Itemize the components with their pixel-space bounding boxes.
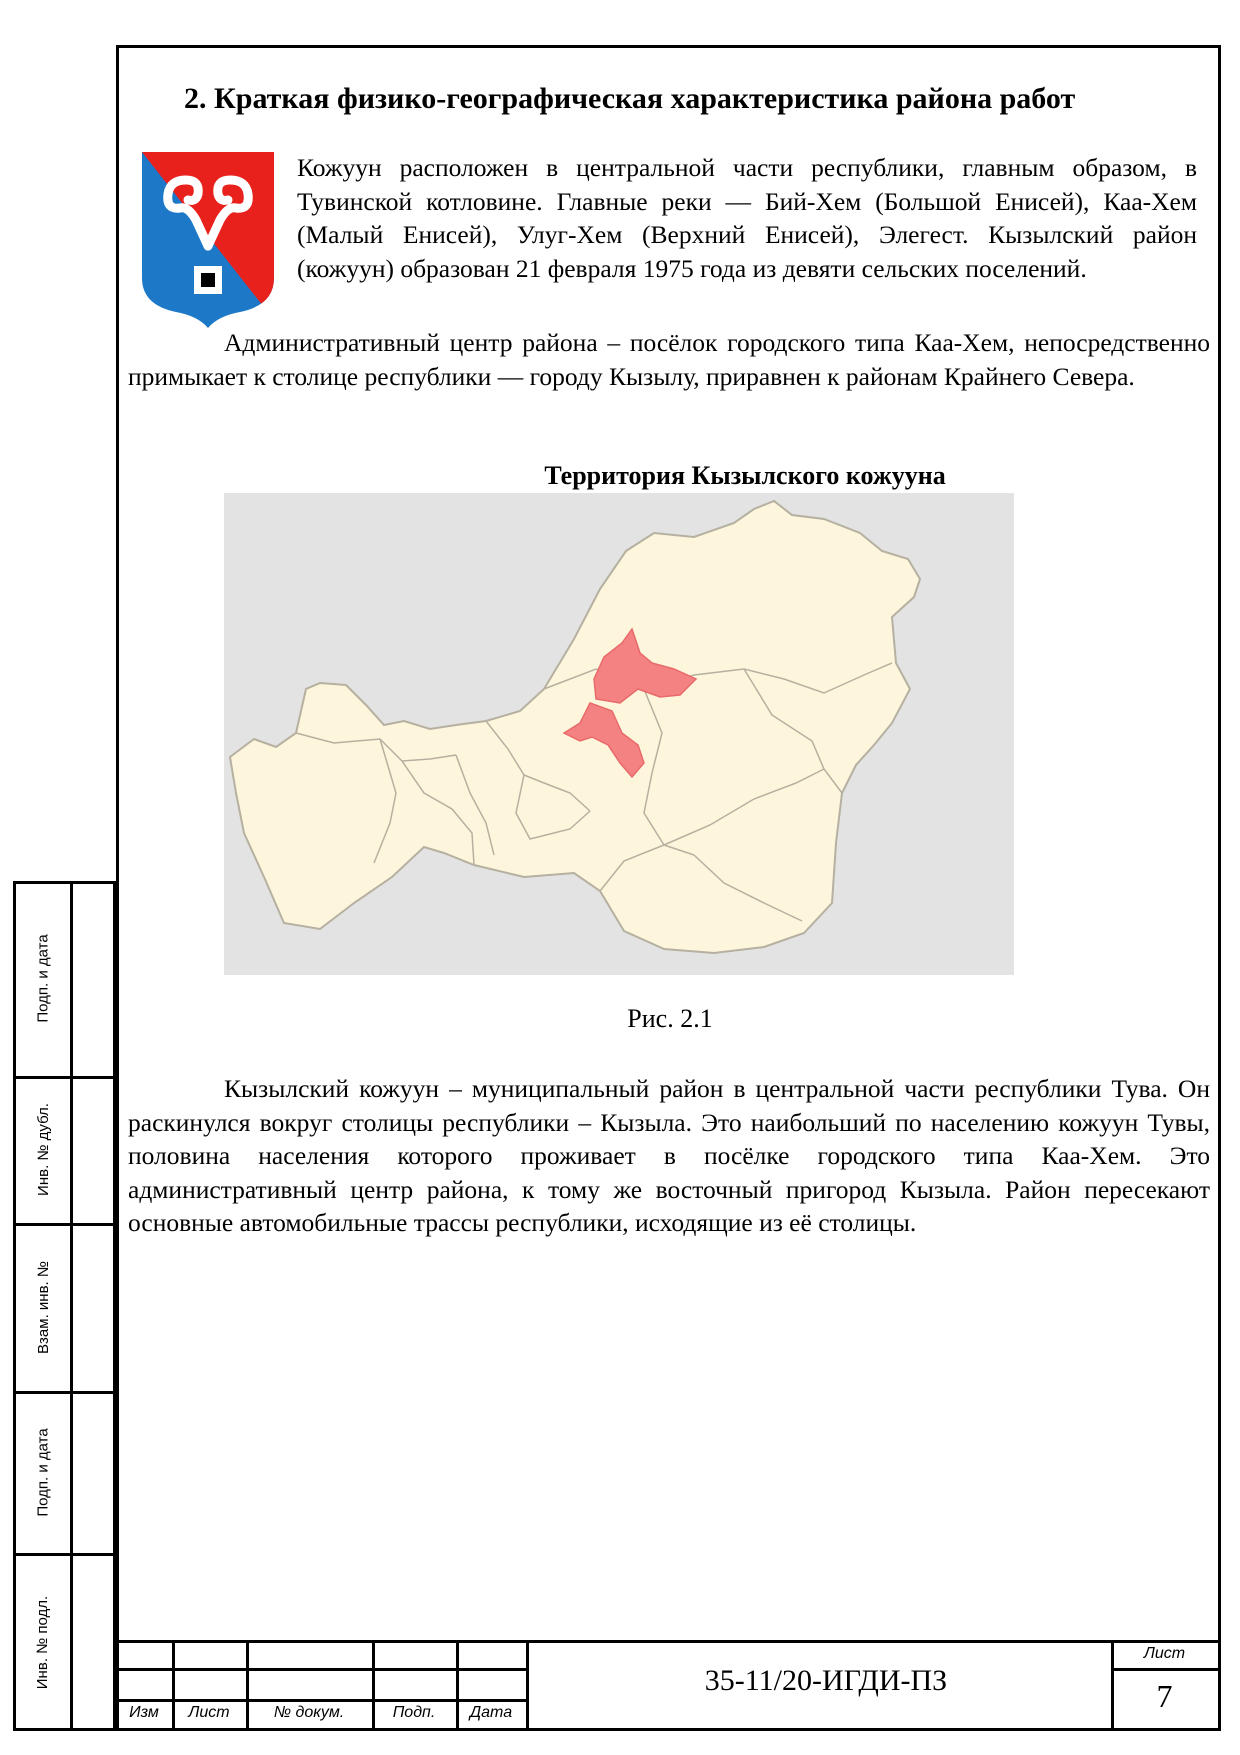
sheet-label: Лист xyxy=(1143,1645,1186,1662)
side-label-replace-inv: Взам. инв. № xyxy=(34,1260,52,1354)
admin-center-paragraph: Административный центр района – посёлок городского типа Каа-Хем, непосредственно примыкает к столице республики — городу Кызылу, приравнен к районам Крайнего Севера. xyxy=(128,328,1210,391)
side-label-orig-inv: Инв. № подл. xyxy=(34,1595,52,1689)
stamp-row-line-2 xyxy=(116,1699,526,1702)
title-stamp xyxy=(116,1640,1221,1731)
stamp-col-change: Изм xyxy=(129,1704,159,1721)
stamp-col-signature: Подп. xyxy=(392,1704,436,1721)
stamp-col-doc: № докум. xyxy=(273,1704,345,1721)
stamp-sheet-line xyxy=(1111,1668,1221,1671)
side-label-sign-date-2: Подп. и дата xyxy=(34,1427,52,1517)
map-title: Территория Кызылского кожууна xyxy=(544,461,946,490)
stamp-row-line-1 xyxy=(116,1668,526,1671)
side-label-sign-date-1: Подп. и дата xyxy=(34,934,52,1023)
document-number: 35-11/20-ИГДИ-ПЗ xyxy=(704,1664,948,1697)
stamp-col-date: Дата xyxy=(469,1704,513,1721)
stamp-top-line xyxy=(116,1640,1221,1643)
coat-of-arms-emblem xyxy=(140,150,276,328)
description-paragraph: Кызылский кожуун – муниципальный район в центральной части республики Тува. Он раскинулся вокруг столицы республики – Кызыла. Это наибольший по населению кожуун Тувы, половина населения которого проживает в посёлке городского типа Каа-Хем. Это административный центр района, к тому же восточный пригород Кызыла. Район пересекают основные автомобильные трассы республики, исходящие из её столицы. xyxy=(128,1074,1210,1237)
sheet-number: 7 xyxy=(1156,1678,1173,1714)
region-map xyxy=(224,493,1014,975)
section-heading: 2. Краткая физико-географическая характеристика района работ xyxy=(184,82,1076,115)
stamp-col-sheet: Лист xyxy=(188,1704,230,1721)
side-label-dup-inv: Инв. № дубл. xyxy=(34,1103,52,1196)
side-strip xyxy=(13,881,119,1731)
figure-caption: Рис. 2.1 xyxy=(627,1004,713,1033)
intro-paragraph: Кожуун расположен в центральной части республики, главным образом, в Тувинской котловине. Главные реки — Бий-Хем (Большой Енисей), Каа-Хем (Малый Енисей), Улуг-Хем (Верхний Енисей), Элегест. Кызылский район (кожуун) образован 21 февраля 1975 года из девяти сельских поселений. xyxy=(297,153,1197,283)
